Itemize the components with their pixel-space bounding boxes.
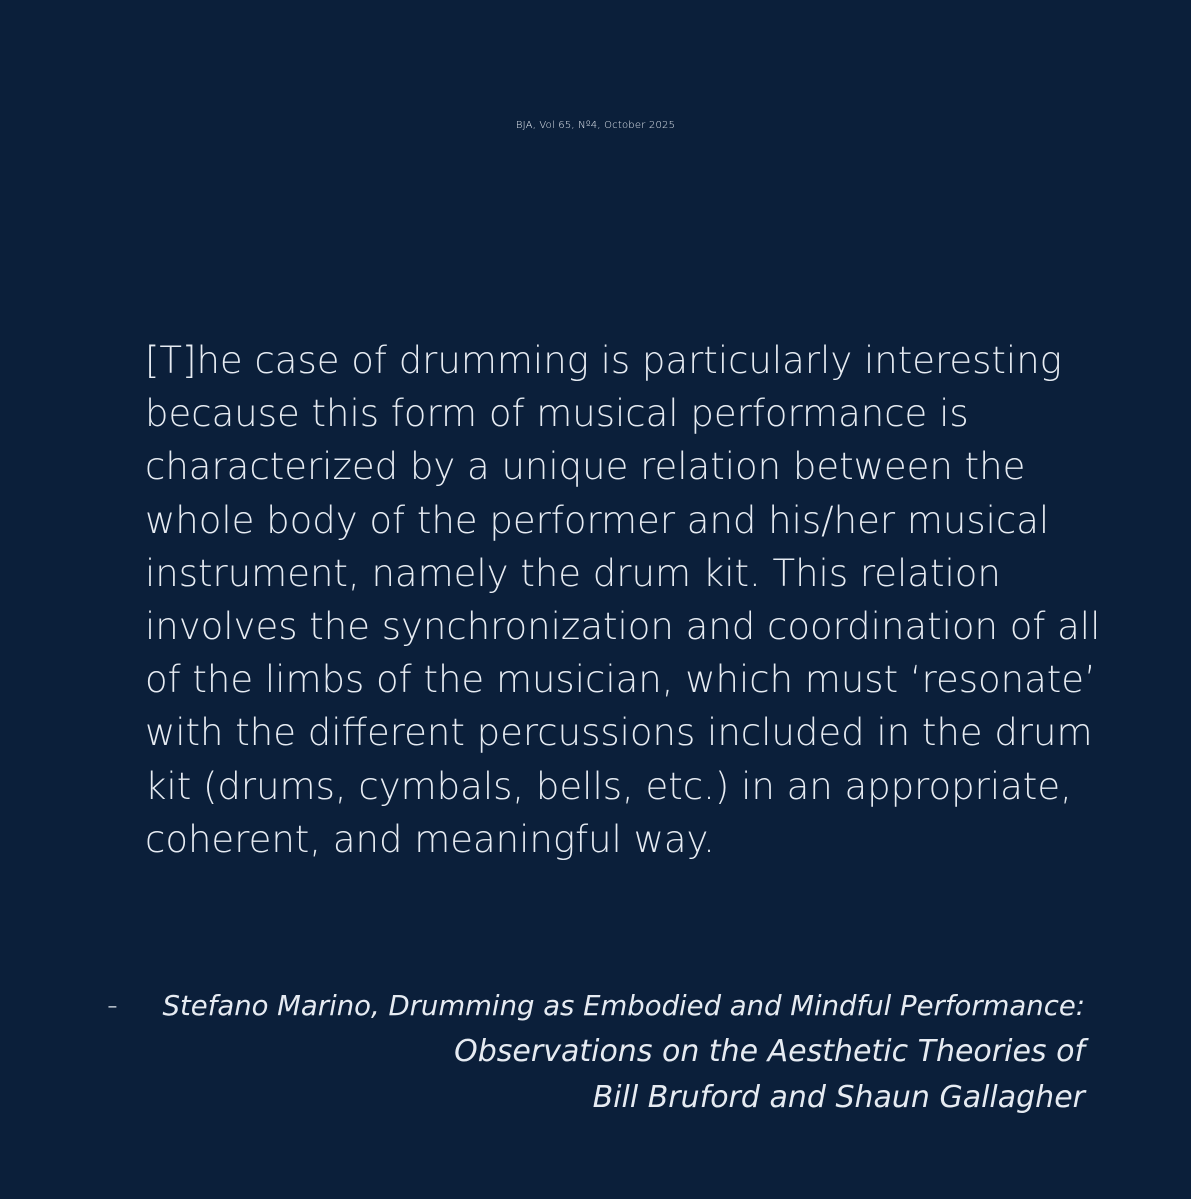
quote-line: coherent, and meaningful way. xyxy=(145,817,715,861)
attribution-source xyxy=(163,983,1086,1121)
quote-line: kit (drums, cymbals, bells, etc.) in an appropriate, xyxy=(145,764,1072,808)
attribution-dash: - xyxy=(107,988,118,1023)
quote-line: whole body of the performer and his/her musical xyxy=(145,498,1050,542)
quote-line: characterized by a unique relation between the xyxy=(145,445,1026,489)
quote-line: involves the synchronization and coordination of all xyxy=(145,605,1101,649)
journal-citation: BJA, Vol 65, Nº4, October 2025 xyxy=(515,120,676,131)
quote-block xyxy=(145,334,1101,866)
quote-line: [T]he case of drumming is particularly interesting xyxy=(145,339,1062,382)
attribution-line: Observations on the Aesthetic Theories of xyxy=(454,1034,1085,1069)
quote-line: because this form of musical performance is xyxy=(145,392,969,436)
quote-line: instrument, namely the drum kit. This relation xyxy=(145,551,1001,595)
quote-line: with the different percussions included in the drum xyxy=(145,711,1093,755)
attribution-line: Bill Bruford and Shaun Gallagher xyxy=(592,1080,1085,1115)
attribution-line: Stefano Marino, Drumming as Embodied and Mindful Performance: xyxy=(162,990,1085,1022)
quote-line: of the limbs of the musician, which must ‘resonate’ xyxy=(145,658,1096,702)
